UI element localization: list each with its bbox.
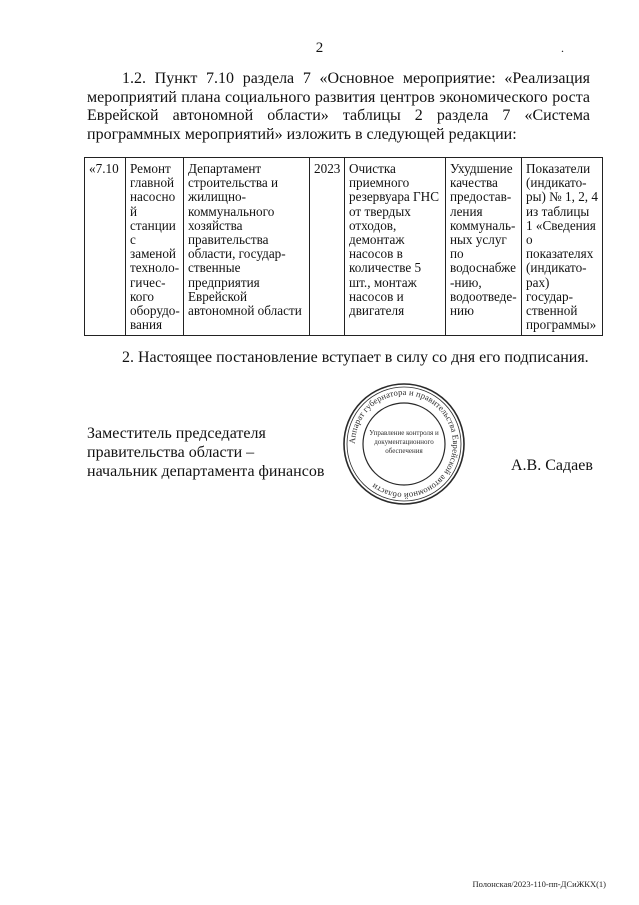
cell-content: Очистка приемного резервуара ГНС от твердых отходов, демонтаж насосов в количестве 5 шт., монтаж насосов и двигателя xyxy=(345,158,446,336)
cell-consequence: Ухудшение качества предостав-ления коммуналь-ных услуг по водоснабже-нию, водоотведе-нию xyxy=(446,158,522,336)
cell-measure-name: Ремонт главной насосной станции с заменой техноло-гичес-кого оборудо-вания xyxy=(126,158,184,336)
document-footer-code: Полонская/2023-110-пп-ДСиЖКХ(1) xyxy=(472,879,606,889)
page-number: 2 xyxy=(315,40,324,56)
stamp-center-line: Управление контроля и xyxy=(369,429,439,437)
stamp-center-line: обеспечения xyxy=(385,447,423,455)
cell-item-number: «7.10 xyxy=(85,158,126,336)
signature-title-line: Заместитель председателя xyxy=(87,425,266,442)
program-measures-table xyxy=(84,157,603,336)
cell-indicators: Показатели (индикато-ры) № 1, 2, 4 из таблицы 1 «Сведения о показателях (индикато-рах) государ-ственной программы» xyxy=(522,158,603,336)
paragraph-1-2-text: 1.2. Пункт 7.10 раздела 7 «Основное мероприятие: «Реализация мероприятий плана социального развития центров экономического роста Еврейской автономной области» таблицы 2 раздела 7 «Система программных мероприятий» изложить в следующей редакции: xyxy=(87,70,590,143)
cell-year: 2023 xyxy=(310,158,345,336)
signature-title xyxy=(87,424,347,481)
signature-title-line: правительства области – xyxy=(87,444,255,461)
stamp-ring-text: Аппарат губернатора и правительства Еврейской автономной области xyxy=(346,386,462,502)
paragraph-1-2 xyxy=(87,70,590,144)
official-stamp xyxy=(342,382,466,506)
signature-title-line: начальник департамента финансов xyxy=(87,463,325,480)
signer-name: А.В. Садаев xyxy=(511,457,593,474)
table-row xyxy=(85,158,603,336)
paragraph-2: 2. Настоящее постановление вступает в силу со дня его подписания. xyxy=(122,349,589,366)
corner-mark: . xyxy=(561,41,564,55)
cell-executor: Департамент строительства и жилищно-коммунального хозяйства правительства области, государ-ственные предприятия Еврейской автономной области xyxy=(184,158,310,336)
stamp-center-line: документационного xyxy=(374,438,434,446)
